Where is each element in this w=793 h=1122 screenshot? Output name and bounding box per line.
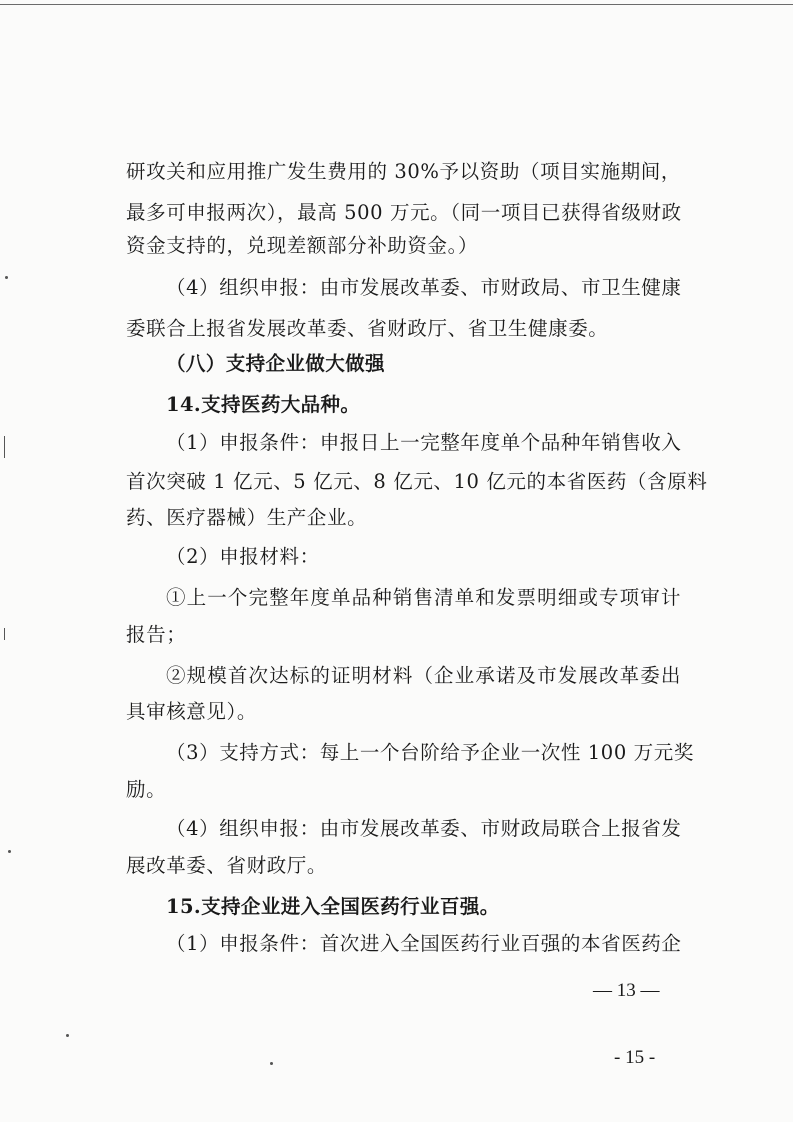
scan-speck <box>66 1034 69 1037</box>
body-line: （1）申报条件：首次进入全国医药行业百强的本省医药企 <box>166 932 682 955</box>
item-heading: 15.支持企业进入全国医药行业百强。 <box>166 895 500 918</box>
body-line: 具审核意见）。 <box>126 700 257 723</box>
body-line: （2）申报材料： <box>166 545 320 568</box>
scan-top-edge <box>0 4 793 5</box>
body-line: ②规模首次达标的证明材料（企业承诺及市发展改革委出 <box>166 664 681 687</box>
body-line: 报告； <box>126 623 187 646</box>
body-line: （4）组织申报：由市发展改革委、市财政局、市卫生健康 <box>166 276 682 299</box>
body-line: 资金支持的，兑现差额部分补助资金。） <box>126 234 479 257</box>
margin-scan-mark <box>4 628 5 640</box>
scan-speck <box>8 850 11 853</box>
body-line: ①上一个完整年度单品种销售清单和发票明细或专项审计 <box>166 586 681 609</box>
scan-speck <box>5 276 8 279</box>
margin-scan-mark <box>4 436 5 458</box>
body-line: 委联合上报省发展改革委、省财政厅、省卫生健康委。 <box>126 317 609 340</box>
outer-page-number: - 15 - <box>614 1047 656 1068</box>
scan-speck <box>270 1062 273 1065</box>
item-heading: 14.支持医药大品种。 <box>166 393 361 416</box>
section-heading: （八）支持企业做大做强 <box>166 352 385 375</box>
body-line: 研攻关和应用推广发生费用的 30%予以资助（项目实施期间， <box>126 160 681 183</box>
body-line: （1）申报条件：申报日上一完整年度单个品种年销售收入 <box>166 431 682 454</box>
inner-page-number: — 13 — <box>593 980 660 1001</box>
body-line: 励。 <box>126 778 167 801</box>
body-line: 最多可申报两次），最高 500 万元。（同一项目已获得省级财政 <box>126 201 682 224</box>
body-line: （3）支持方式：每上一个台阶给予企业一次性 100 万元奖 <box>166 741 694 764</box>
body-line: 首次突破 1 亿元、5 亿元、8 亿元、10 亿元的本省医药（含原料 <box>126 470 708 493</box>
body-line: 药、医疗器械）生产企业。 <box>126 506 368 529</box>
body-line: 展改革委、省财政厅。 <box>126 854 328 877</box>
body-line: （4）组织申报：由市发展改革委、市财政局联合上报省发 <box>166 817 682 840</box>
